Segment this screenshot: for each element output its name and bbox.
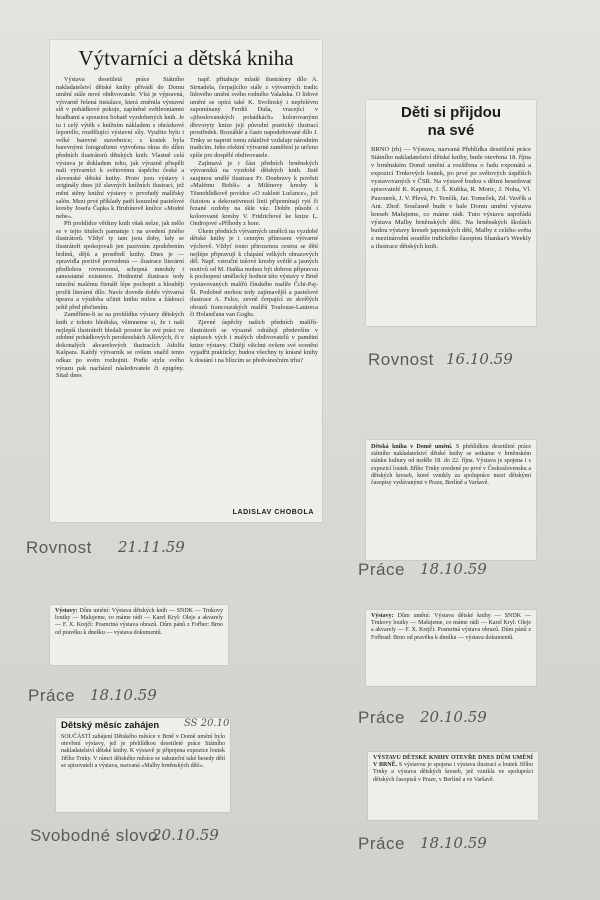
date-rovnost-main: 21.11.59 — [118, 538, 185, 556]
notice-vystavu-detske-knihy — [368, 752, 538, 820]
date-prace-3: 20.10.59 — [420, 708, 487, 726]
notice4-title: Dětský měsíc zahájen — [61, 720, 160, 731]
notice4-body: SOUČÁSTÍ zahájení Dětského měsíce v Brně v Domě umění bylo otevření výstavy, jež je přehlídkou desetileté práce Státního nakladatelství dětské knihy. K výstavě je připojena expozice loutek Jiřího Trnky. V rámci dětského měsíce se uskuteční také besedy dětí se spisovateli a výstava, nazvaná »Malby brněnských dětí«. — [61, 734, 225, 769]
main-article-col1b-text: Při prohlídce většiny knih však nelze, jak mělo se v tejto titulech pamatuje i na uvedení jiného ilustrátorů. Vždyť ty tam jsou doby, kdy se ilustrátoři spokojovali jen pasivním zpodobením hrdinů, dějů a prostředí knihy. Dnes je — zpravidla poctivě provedená — ilustrace literární předlohou rovnocenná, schopná mnohdy i samostatné existence. Hodnotně ilustrace tedy umožní malému čtenáři lépe pochopit a hlouběji prožít literární dílo. Navíc dovede dobře výtvarná úprava a výzdoba učinit knihu milou a žádoucí ještě před přečtením. — [56, 220, 184, 311]
right-article-title-line1: Děti si přijdou — [400, 104, 501, 121]
main-article-col1c-text: Zaměříme-li se na prohlídku výstavy dětských knih z tohoto hlediska, všimneme si, že i naši nejlepší ilustrátoři hledali prostor ke své práci ve zdobné pohádkových perokresbách Alšových, či v dokonalých akvarelových ilustracích Adolfa Kašpara. Každý výtvarník se ovšem snažil tento odkaz po svém rozhojnit. Podle stylu svého výrazu pak nacházel následovatele či epigóny. Sitaž dnes — [56, 311, 184, 380]
main-article-col2c-text: Úkem předních výtvarných umělců na vyzdobě dětské knihy je i cenným přínosem výtvarné výchově. Vždyť touto přirozenou cestou se dětí nejlépe připravují k chápání velkých obrazových děl. Např. vstruční tušové kresby světlé a jasných motivů od M. Haňka mohou být dobrou přípravou k pochopení umělecký hodnot této výstavy v Brně vystavovaných malířů čínského malíře Čchi-Paj-ŠI. Podobně mohou tedy zajímavější a pastelové ilustrace A. Felce, zevně čerpající ze skvělých obrazů francouzských malířů Toulouse-Lautreca či Holanďana van Goghs. — [190, 227, 318, 319]
stamp-prace-4: Práce — [358, 834, 405, 853]
date-svobodne-slovo: 20.10.59 — [152, 826, 219, 844]
main-article-title: Výtvarníci a dětská kniha — [78, 46, 294, 70]
notice4-handnote: SS 20.10 — [184, 718, 230, 729]
stamp-svobodne-slovo: Svobodné slovo — [30, 826, 158, 845]
right-article-title-line2: na své — [427, 122, 475, 139]
main-article-col2d-text: Zjevné úspěchy našich předních malířů-ilustrátorů se výrazně odrážejí především v zápisech vých i malých obdivovatelů v pamětní knize výstavy. Chtějí všichni ovšem své ocenění vyjadřit prakticky; budou všechny ty krásné knihy k dostání i na blízcím se předvánočním trhu? — [190, 319, 318, 364]
main-article-col1-text: Výstava desetiletá práce Státního nakladatelství dětské knihy přivádí do Domu umění stále nové obdivovatele. Vítá je výpravná, výtvarně řešená instalace, která změnila výstavní síň v pohádkové pokoje, zapíněné světleonianmi hradbami a spoustou bohatě vyzdobených knih. Je tu i celý výtěk s knížním nákladem s obrázkové leporello, rozdělující výstavní síly. Využito bylo i velké barevné stavebnice; z kostek byla barevnými fotografiemi vytvořena okna do dílen předních ilustrátorů dětských knih. Vlastně celá výstava je dokladem toho, jak výrazně přispěli naši výtvarníci k světovému úspěchu české a slovenské dětské knihy. Proto jsou výstavy i originály dnes již slavných knížních ilustrací, jež mění stěny knižní výstavy v prvořadý malířský salón. Mezi prvé příklady patří kouzelné pastelové kresby Josefa Čapka k Hrubínově knížce »Modré nebe«. — [56, 76, 184, 220]
stamp-prace-1: Práce — [358, 560, 405, 579]
date-prace-4: 18.10.59 — [420, 834, 487, 852]
date-rovnost-right: 16.10.59 — [446, 350, 513, 368]
notice1-body: S přehlídkou desetileté práce státního nakladatelství dětské knihy se setkáme v brněnském stánku kultury od neděle 18. do 22. října. Výstava je spojena i s expozicí loutek Jiřího Trnky uvedené po prvé v Československu a dětských kreseb, které vznikly za spolupráce mezi dětskými časopisy vydávanými v Praze, Berlíně a Varšavě. — [371, 444, 532, 487]
main-article-col2b-text: Zajímavá je i část předních brněnských výtvarníků na vyzdobě dětských knih. Jistě zaujmou smělé ilustrace Fr. Doubravy k pověsti »Malému Bobši« a Milénovy kresby k Těsnohlídkově povídce »O zakleté Lučance«, jež čistotou a dekorativností linií připomínají rytí či řezané ozdoby na skle váz. Dobře působí i kolorované kresby V. Fridrichové ke knize L. Ondrojové »Příhody z hore. — [190, 159, 318, 228]
date-prace-2: 18.10.59 — [90, 686, 157, 704]
stamp-prace-3: Práce — [358, 708, 405, 727]
stamp-rovnost-main: Rovnost — [26, 538, 92, 557]
right-article-body: BRNO (rb) — Výstava, nazvaná Přehlídka desetileté práce Státního nakladatelství dětské knihy, bude otevřena 18. října v brněnském Domě umění a rozšířena o řadu exponátů a expozicí Trnkových loutek, po prvé po světových úspěších vystavovaných v ČSR. Na výstavě budou s dětmi besedovat spisovatelé K. Kapoun, J. Š. Kubka, R. Moric, J. Noha, Vl. Pazourek, J. V. Plevá, Fr. Tenčík, Jar. Tomeček, Zd. Vavřík a Ant. Zhoř. Současně bude v hale Domu umění výstava kreseb Malujeme, co máme rádi. Tuto výstavu uspořádá výstava Malby brněnských dětí. Na brněnských školách budou výstavy kreseb japonských dětí, Malby z celého světa z mezinárodní soutěže indického časopisu Shankar's Weekly a ilustrace dětských knih. — [371, 146, 531, 251]
stamp-prace-2: Práce — [28, 686, 75, 705]
notice-detska-kniha — [366, 440, 536, 560]
notice3-body: Dům umění: Výstava dětské knihy — SNDK — Trnkovy loutky — Malujeme, co máme rádi — Karel Kryl: Oleje a akvarely — F. X. Krejčí: Posmrtná výstava obrazů. Dům pánů z Fořbrad: Brno od pravěku k dnešku — výstava dokumentů. — [371, 613, 531, 641]
main-article-author: LADISLAV CHOBOLA — [232, 509, 314, 516]
notice2-body: Dům umění: Výstava dětských knih — SNDK — Trnkovy loutky — Malujeme, co máme rádi — Karel Kryl: Oleje a akvarely — F. X. Krejčí: Posmrtná výstava obrazů. Dům pánů z Fořber: Brno od pravěku k dnešku — výstava dokumentů. — [55, 608, 223, 636]
notice-detsky-mesic — [56, 718, 230, 812]
main-article-col2-text: např. přitahuje mladé ilustrátory dílo A. Strnadela, čerpajícího stále z výtvarných tradic lidového umění svého rodného Valašska. O lidové umění se opírá také K. Svolinský i nepřelévm zapomínaný Ferdiš Duša, vracející v »jihoslovanských pohádkách« kolorovanými dřevoryty knize její původní poetický ilustrací prostředek. Rozsáhlé a často napodobované dílo J. Trnky se naproti tomu zdánlivě vzdaluje národním tradicím. Jeho efektní výtvarné zaměření je určeno spíše pro dospělé obdivovatele. — [190, 76, 318, 159]
stamp-rovnost-right: Rovnost — [368, 350, 434, 369]
main-article-clipping — [50, 40, 322, 522]
notice5-title: VÝSTAVU DĚTSKÉ KNIHY OTEVŘE DNES DŮM UMĚNÍ V BRNĚ. — [373, 755, 533, 769]
date-prace-1: 18.10.59 — [420, 560, 487, 578]
notice-vystavy-2 — [366, 610, 536, 686]
notice5-body: S výstavou je spojena i výstava ilustrací a loutek Jiřího Trnky a výstava dětských kreseb, jež vznikla ve spolupráci dětských časopisů v Praze, v Berlíně a ve Varšavě. — [373, 762, 534, 783]
right-article-clipping — [366, 100, 536, 326]
notice3-lead: Výstavy: — [371, 613, 394, 619]
notice2-lead: Výstavy: — [55, 608, 78, 614]
notice1-title: Dětská kniha v Domě umění. — [371, 444, 453, 450]
notice-vystavy-1 — [50, 605, 228, 665]
